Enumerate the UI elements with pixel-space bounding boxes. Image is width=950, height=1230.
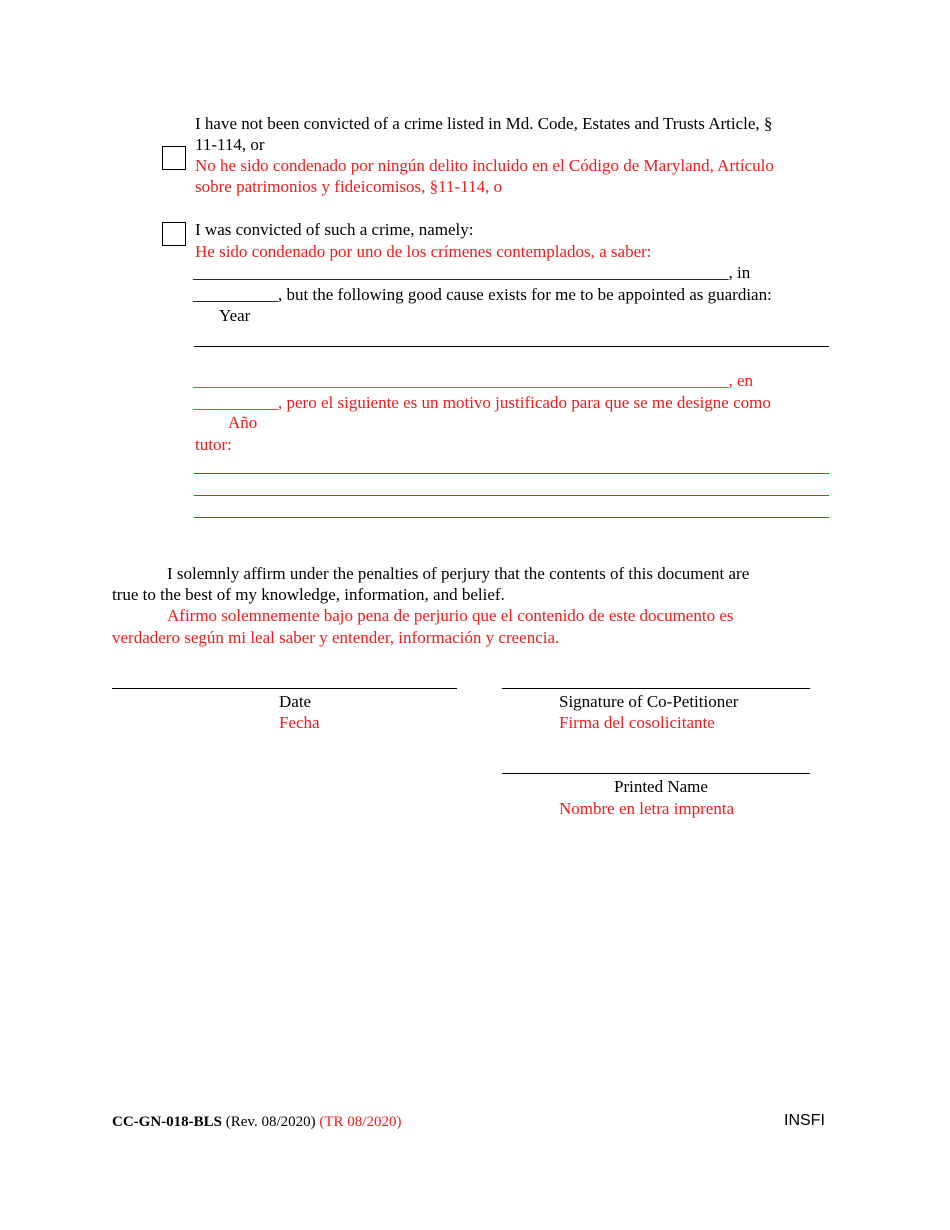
crime-name-blank-es: _______________________________________________________________, en [193,371,754,390]
fecha-label: Fecha [279,713,320,732]
good-cause-line-es-1[interactable] [194,473,829,474]
year-good-cause-blank-en: __________, but the following good cause exists for me to be appointed as guardian: [193,285,772,304]
option1-spanish-line1: No he sido condenado por ningún delito incluido en el Código de Maryland, Artículo [195,156,774,175]
printed-name-line[interactable] [502,773,810,774]
form-code: INSFI [784,1112,825,1129]
firma-label: Firma del cosolicitante [559,713,715,732]
not-convicted-checkbox[interactable] [162,146,186,170]
form-revision: (Rev. 08/2020) [225,1114,316,1130]
good-cause-line-es-3[interactable] [194,517,829,518]
good-cause-line-es-2[interactable] [194,495,829,496]
date-label: Date [279,692,312,711]
option1-spanish-line2: sobre patrimonios y fideicomisos, §11-114, o [195,177,503,196]
option1-english-line2: 11-114, or [195,135,265,154]
option2-english-line1: I was convicted of such a crime, namely: [195,220,474,239]
affirmation-spanish-line2: verdadero según mi leal saber y entender, información y creencia. [112,628,560,647]
tutor-label: tutor: [195,435,232,454]
was-convicted-checkbox[interactable] [162,222,186,246]
printed-name-label: Printed Name [614,777,708,796]
form-footer [112,1113,401,1131]
affirmation-spanish-line1: Afirmo solemnemente bajo pena de perjurio que el contenido de este documento es [167,606,734,625]
option2-spanish-line1: He sido condenado por uno de los crímenes contemplados, a saber: [195,242,652,261]
option1-english-line1: I have not been convicted of a crime listed in Md. Code, Estates and Trusts Article, § [195,114,773,133]
affirmation-english-line2: true to the best of my knowledge, information, and belief. [112,585,505,604]
good-cause-line-en[interactable] [194,346,829,347]
form-translation-rev: (TR 08/2020) [319,1114,402,1130]
affirmation-english-line1: I solemnly affirm under the penalties of perjury that the contents of this document are [167,564,750,583]
signature-label: Signature of Co-Petitioner [559,692,739,711]
ano-label: Año [228,413,258,432]
crime-name-blank-en: _______________________________________________________________, in [193,263,751,282]
year-good-cause-blank-es: __________, pero el siguiente es un motivo justificado para que se me designe como [193,393,771,412]
year-label: Year [219,306,251,325]
signature-line[interactable] [502,688,810,689]
nombre-label: Nombre en letra imprenta [559,799,735,818]
date-line[interactable] [112,688,457,689]
form-id: CC-GN-018-BLS [112,1114,223,1130]
year-field[interactable] [193,284,288,302]
crime-name-field[interactable] [193,262,798,280]
